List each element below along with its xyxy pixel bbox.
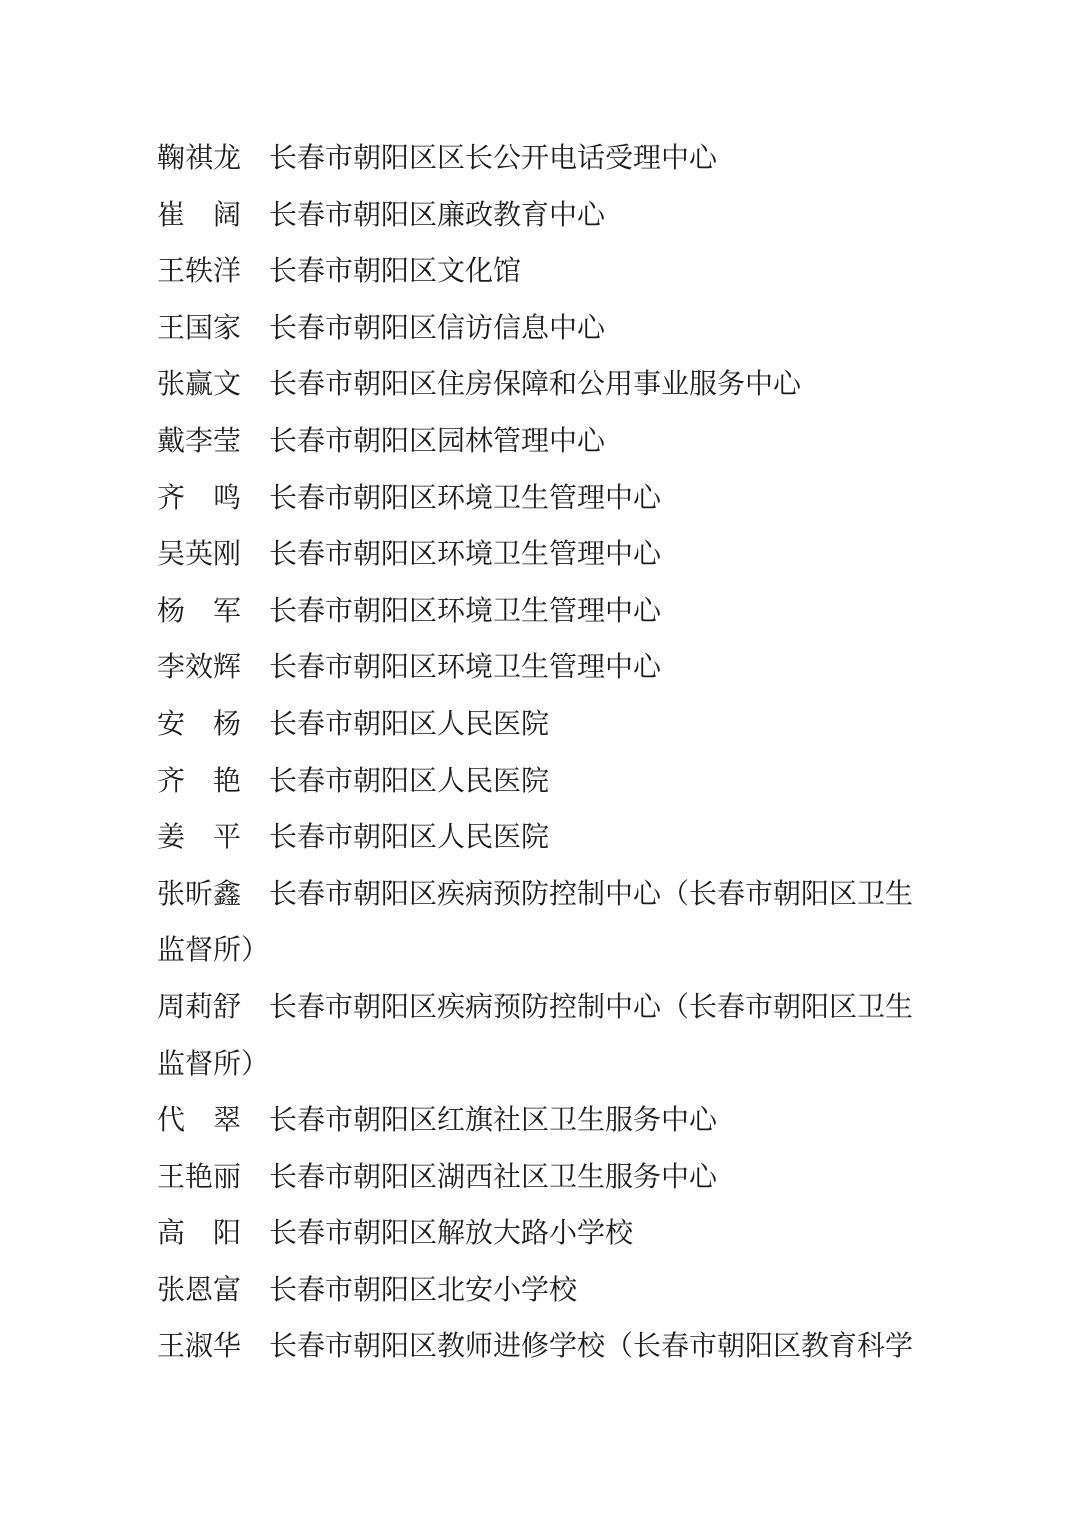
organization-name: 长春市朝阳区人民医院 xyxy=(269,708,550,740)
organization-name: 长春市朝阳区北安小学校 xyxy=(269,1274,578,1306)
person-name: 戴李莹 xyxy=(157,425,242,457)
person-name: 代 翠 xyxy=(157,1105,242,1137)
organization-name: 长春市朝阳区环境卫生管理中心 xyxy=(269,595,662,627)
organization-name: 长春市朝阳区解放大路小学校 xyxy=(269,1218,634,1250)
organization-name: 长春市朝阳区住房保障和公用事业服务中心 xyxy=(269,369,802,401)
organization-name: 长春市朝阳区疾病预防控制中心（长春市朝阳区卫生监督所） xyxy=(157,991,914,1080)
organization-name: 长春市朝阳区人民医院 xyxy=(269,822,550,854)
organization-name: 长春市朝阳区教师进修学校（长春市朝阳区教育科学 xyxy=(269,1331,914,1363)
person-name: 李效辉 xyxy=(157,652,242,684)
person-name: 鞠祺龙 xyxy=(157,143,242,174)
person-name: 张昕鑫 xyxy=(157,878,242,910)
person-name: 王轶洋 xyxy=(157,256,242,288)
list-item xyxy=(157,188,930,245)
organization-name: 长春市朝阳区文化馆 xyxy=(269,256,522,288)
person-name: 崔 阔 xyxy=(157,199,242,231)
list-item xyxy=(157,131,930,188)
person-name: 姜 平 xyxy=(157,822,242,854)
list-item xyxy=(157,810,930,867)
person-name: 王艳丽 xyxy=(157,1161,242,1193)
list-item xyxy=(157,697,930,754)
person-name: 高 阳 xyxy=(157,1218,242,1250)
organization-name: 长春市朝阳区环境卫生管理中心 xyxy=(269,482,662,514)
list-item xyxy=(157,527,930,584)
list-item xyxy=(157,1206,930,1263)
person-name: 王国家 xyxy=(157,312,242,344)
list-item xyxy=(157,754,930,811)
person-name: 安 杨 xyxy=(157,708,242,740)
person-name: 张恩富 xyxy=(157,1274,242,1306)
organization-name: 长春市朝阳区廉政教育中心 xyxy=(269,199,606,231)
list-item xyxy=(157,640,930,697)
organization-name: 长春市朝阳区环境卫生管理中心 xyxy=(269,539,662,571)
list-item xyxy=(157,301,930,358)
organization-name: 长春市朝阳区人民医院 xyxy=(269,765,550,797)
organization-name: 长春市朝阳区信访信息中心 xyxy=(269,312,606,344)
organization-name: 长春市朝阳区疾病预防控制中心（长春市朝阳区卫生监督所） xyxy=(157,878,914,967)
list-item xyxy=(157,980,930,1093)
person-name: 王淑华 xyxy=(157,1331,242,1363)
list-item xyxy=(157,1263,930,1320)
list-item xyxy=(157,1150,930,1207)
list-item xyxy=(157,414,930,471)
roster-list xyxy=(157,131,930,1376)
organization-name: 长春市朝阳区湖西社区卫生服务中心 xyxy=(269,1161,718,1193)
organization-name: 长春市朝阳区区长公开电话受理中心 xyxy=(269,143,718,174)
list-item xyxy=(157,867,930,980)
list-item xyxy=(157,1093,930,1150)
person-name: 周莉舒 xyxy=(157,991,242,1023)
person-name: 张赢文 xyxy=(157,369,242,401)
person-name: 杨 军 xyxy=(157,595,242,627)
person-name: 吴英刚 xyxy=(157,539,242,571)
organization-name: 长春市朝阳区环境卫生管理中心 xyxy=(269,652,662,684)
person-name: 齐 艳 xyxy=(157,765,242,797)
list-item xyxy=(157,584,930,641)
list-item xyxy=(157,357,930,414)
list-item xyxy=(157,471,930,528)
list-item xyxy=(157,244,930,301)
organization-name: 长春市朝阳区园林管理中心 xyxy=(269,425,606,457)
person-name: 齐 鸣 xyxy=(157,482,242,514)
organization-name: 长春市朝阳区红旗社区卫生服务中心 xyxy=(269,1105,718,1137)
list-item xyxy=(157,1319,930,1376)
